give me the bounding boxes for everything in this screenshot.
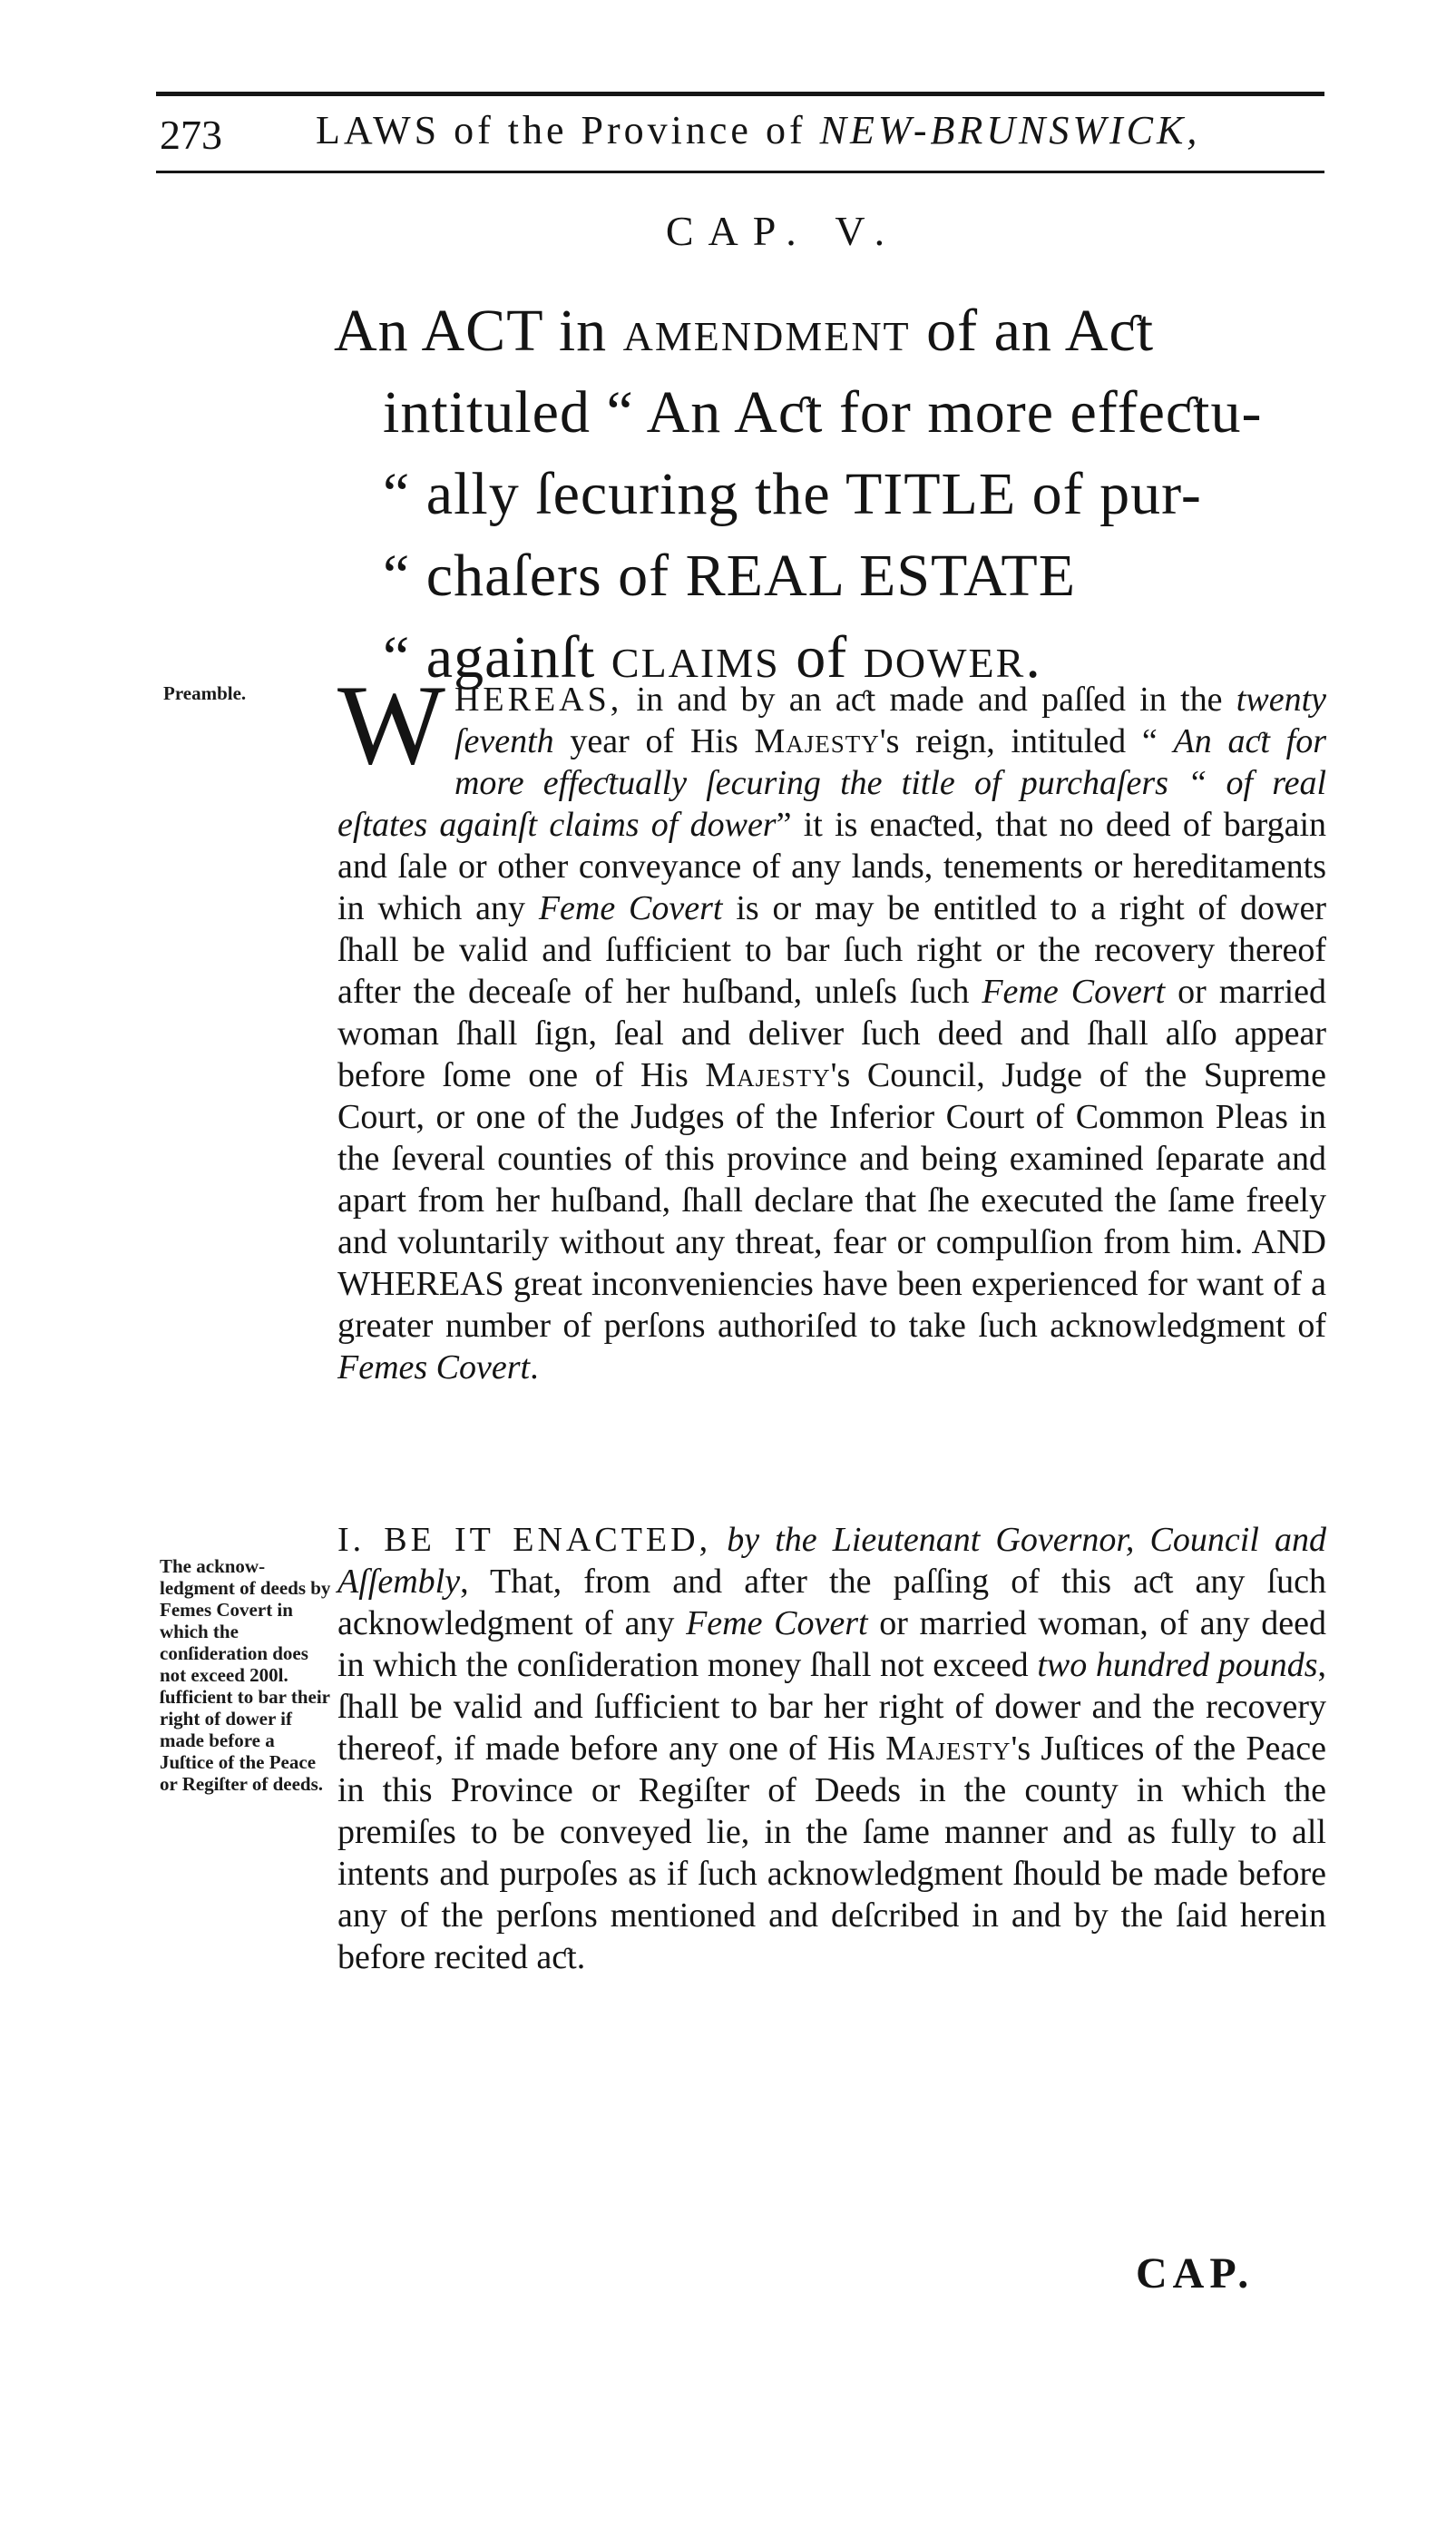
drop-cap: W [337,662,445,789]
act-title [334,290,1341,699]
act-title-line-2: intituled “ An Aƈt for more effeƈtu- [383,379,1263,446]
section-1-paragraph: I. BE IT ENACTED, by the Lieutenant Governor, Council and Aſſembly, That, from and after the paſſing of this aƈt any ſuch acknowledgment of any Feme Covert or married woman, of any deed in which the conſideration money ſhall not exceed two hundred pounds, ſhall be valid and ſufficient to bar her right of dower and the recovery thereof, if made before any one of His Majesty's Juſtices of the Peace in this Province or Regiſter of Deeds in the county in which the premiſes to be conveyed lie, in the ſame manner and as fully to all intents and purpoſes as if ſuch acknowledgment ſhould be made before any of the perſons mentioned and deſcribed in and by the ſaid herein before recited aƈt. [337,1521,1327,1976]
header-rule-top [156,92,1324,96]
header-rule-bottom [156,171,1324,173]
chapter-heading: CAP. V. [665,208,900,254]
catchword: CAP. [1136,2249,1255,2298]
act-title-line-5: “ againſt claims of dower. [383,624,1041,691]
margin-note-preamble: Preamble. [163,682,247,704]
act-title-line-4: “ chaſers of REAL ESTATE [383,543,1077,609]
preamble-paragraph: WHEREAS, in and by an aƈt made and paſſed in the twenty ſeventh year of His Majesty's reign, intituled “ An aƈt for more effeƈtually ſecuring the title of purchaſers “ of real eſtates againſt claims of dower” it is enaƈted, that no deed of bargain and ſale or other conveyance of any lands, tenements or hereditaments in which any Feme Covert is or may be entitled to a right of dower ſhall be valid and ſufficient to bar ſuch right or the recovery thereof after the deceaſe of her huſband, unleſs ſuch Feme Covert or married woman ſhall ſign, ſeal and deliver ſuch deed and ſhall alſo appear before ſome one of His Majesty's Council, Judge of the Supreme Court, or one of the Judges of the Inferior Court of Common Pleas in the ſeveral counties of this province and being examined ſeparate and apart from her huſband, ſhall declare that ſhe executed the ſame freely and voluntarily without any threat, fear or compulſion from him. AND WHEREAS great inconveniencies have been experienced for want of a greater number of perſons authoriſed to take ſuch acknowledgment of Femes Covert. [337,662,1327,1386]
act-title-line-3: “ ally ſecuring the TITLE of pur- [383,461,1202,527]
running-header [316,107,1314,153]
margin-note-section-1: The acknow-ledgment of deeds by Femes Covert in which the conſideration does not exceed 200l. ſufficient to bar their right of dower if made before a Juſtice of the Peace or Regiſter of deeds. [160,1555,331,1795]
running-header-prefix: LAWS of the Province of [316,108,820,152]
page-number: 273 [160,112,222,158]
act-title-line-1: An ACT in amendment of an Aƈt [334,298,1155,364]
running-header-province: NEW-BRUNSWICK, [819,108,1201,152]
